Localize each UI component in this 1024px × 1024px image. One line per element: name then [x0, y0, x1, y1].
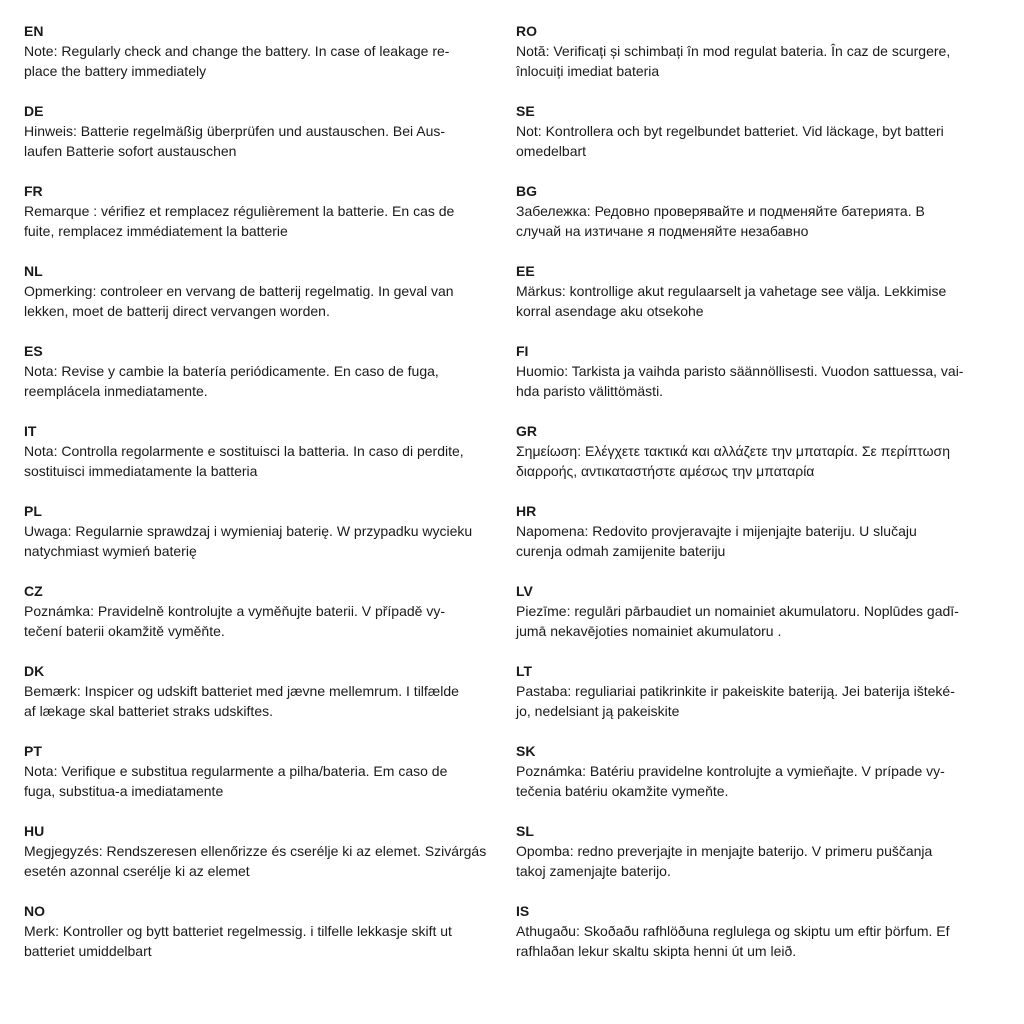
notice-block-lv — [516, 581, 1002, 661]
notice-text: Opmerking: controleer en vervang de batterij regelmatig. In geval van lekken, moet de batterij direct vervangen worden. — [24, 283, 454, 319]
notice-text: Nota: Verifique e substitua regularmente a pilha/bateria. Em caso de fuga, substitua-a imediatamente — [24, 763, 448, 799]
notice-block-gr — [516, 421, 1002, 501]
notice-block-cz — [24, 581, 494, 661]
notice-text: Megjegyzés: Rendszeresen ellenőrizze és cserélje ki az elemet. Szivárgás esetén azonnal cserélje ki az elemet — [24, 843, 487, 879]
notice-text: Nota: Revise y cambie la batería periódicamente. En caso de fuga, reemplácela inmediatamente. — [24, 363, 439, 399]
notice-block-pt — [24, 741, 494, 821]
notice-block-lt — [516, 661, 1002, 741]
language-code: CZ — [24, 583, 43, 599]
notice-block-ro — [516, 21, 1002, 101]
language-code: LV — [516, 583, 533, 599]
notice-text: Note: Regularly check and change the battery. In case of leakage re- place the battery immediately — [24, 43, 450, 79]
notice-text: Remarque : vérifiez et remplacez régulièrement la batterie. En cas de fuite, remplacez immédiatement la batterie — [24, 203, 455, 239]
notice-text: Забележка: Редовно проверявайте и подменяйте батерията. В случай на изтичане я подменяйте незабавно — [516, 203, 925, 239]
notice-text: Bemærk: Inspicer og udskift batteriet med jævne mellemrum. I tilfælde af lækage skal batteriet straks udskiftes. — [24, 683, 459, 719]
language-code: SE — [516, 103, 535, 119]
notice-text: Napomena: Redovito provjeravajte i mijenjajte bateriju. U slučaju curenja odmah zamijenite bateriju — [516, 523, 917, 559]
notice-text: Piezīme: regulāri pārbaudiet un nomainiet akumulatoru. Noplūdes gadī- jumā nekavējoties nomainiet akumulatoru . — [516, 603, 959, 639]
notice-block-it — [24, 421, 494, 501]
notice-block-en — [24, 21, 494, 101]
notice-text: Poznámka: Batériu pravidelne kontrolujte a vymieňajte. V prípade vy- tečenia batériu okamžite vymeňte. — [516, 763, 945, 799]
language-code: LT — [516, 663, 533, 679]
notice-text: Hinweis: Batterie regelmäßig überprüfen und austauschen. Bei Aus- laufen Batterie sofort austauschen — [24, 123, 446, 159]
notice-text: Huomio: Tarkista ja vaihda paristo säännöllisesti. Vuodon sattuessa, vai- hda paristo välittömästi. — [516, 363, 964, 399]
notice-text: Poznámka: Pravidelně kontrolujte a vyměňujte baterii. V případě vy- tečení baterii okamžitě vyměňte. — [24, 603, 445, 639]
notice-text: Notă: Verificați și schimbați în mod regulat bateria. În caz de scurgere, înlocuiți imediat bateria — [516, 43, 951, 79]
notice-text: Opomba: redno preverjajte in menjajte baterijo. V primeru puščanja takoj zamenjajte baterijo. — [516, 843, 933, 879]
notice-block-nl — [24, 261, 494, 341]
notice-text: Σημείωση: Ελέγχετε τακτικά και αλλάζετε την μπαταρία. Σε περίπτωση διαρροής, αντικαταστήστε αμέσως την μπαταρία — [516, 443, 950, 479]
notice-text: Pastaba: reguliariai patikrinkite ir pakeiskite bateriją. Jei baterija išteké- jo, nedelsiant ją pakeiskite — [516, 683, 955, 719]
notice-block-hu — [24, 821, 494, 901]
notice-block-se — [516, 101, 1002, 181]
notice-text: Nota: Controlla regolarmente e sostituisci la batteria. In caso di perdite, sostituisci immediatamente la batteria — [24, 443, 464, 479]
language-code: EN — [24, 23, 44, 39]
language-code: SK — [516, 743, 536, 759]
notice-block-sk — [516, 741, 1002, 821]
language-code: HR — [516, 503, 537, 519]
notice-block-es — [24, 341, 494, 421]
notice-text: Uwaga: Regularnie sprawdzaj i wymieniaj baterię. W przypadku wycieku natychmiast wymień baterię — [24, 523, 473, 559]
language-code: GR — [516, 423, 537, 439]
notice-block-bg — [516, 181, 1002, 261]
language-code: RO — [516, 23, 537, 39]
notice-block-hr — [516, 501, 1002, 581]
notice-block-ee — [516, 261, 1002, 341]
language-code: IS — [516, 903, 530, 919]
language-code: BG — [516, 183, 537, 199]
notice-text: Merk: Kontroller og bytt batteriet regelmessig. i tilfelle lekkasje skift ut batteriet umiddelbart — [24, 923, 452, 959]
language-code: DE — [24, 103, 44, 119]
notice-block-fr — [24, 181, 494, 261]
language-code: SL — [516, 823, 534, 839]
language-code: DK — [24, 663, 45, 679]
notice-block-no — [24, 901, 494, 981]
notice-text: Not: Kontrollera och byt regelbundet batteriet. Vid läckage, byt batteri omedelbart — [516, 123, 944, 159]
language-code: NL — [24, 263, 43, 279]
right-column — [516, 21, 1002, 981]
language-code: FI — [516, 343, 529, 359]
notice-block-de — [24, 101, 494, 181]
notice-block-sl — [516, 821, 1002, 901]
language-code: ES — [24, 343, 43, 359]
language-code: IT — [24, 423, 37, 439]
language-code: HU — [24, 823, 45, 839]
language-code: FR — [24, 183, 43, 199]
language-code: PL — [24, 503, 42, 519]
language-code: PT — [24, 743, 42, 759]
notice-text: Märkus: kontrollige akut regulaarselt ja vahetage see välja. Lekkimise korral asendage aku otsekohe — [516, 283, 947, 319]
left-column — [24, 21, 494, 981]
notice-block-is — [516, 901, 1002, 981]
notice-block-fi — [516, 341, 1002, 421]
language-code: NO — [24, 903, 45, 919]
notice-text: Athugaðu: Skoðaðu rafhlöðuna reglulega og skiptu um eftir þörfum. Ef rafhlaðan lekur skaltu skipta henni út um leið. — [516, 923, 950, 959]
notice-block-pl — [24, 501, 494, 581]
notice-block-dk — [24, 661, 494, 741]
language-code: EE — [516, 263, 535, 279]
